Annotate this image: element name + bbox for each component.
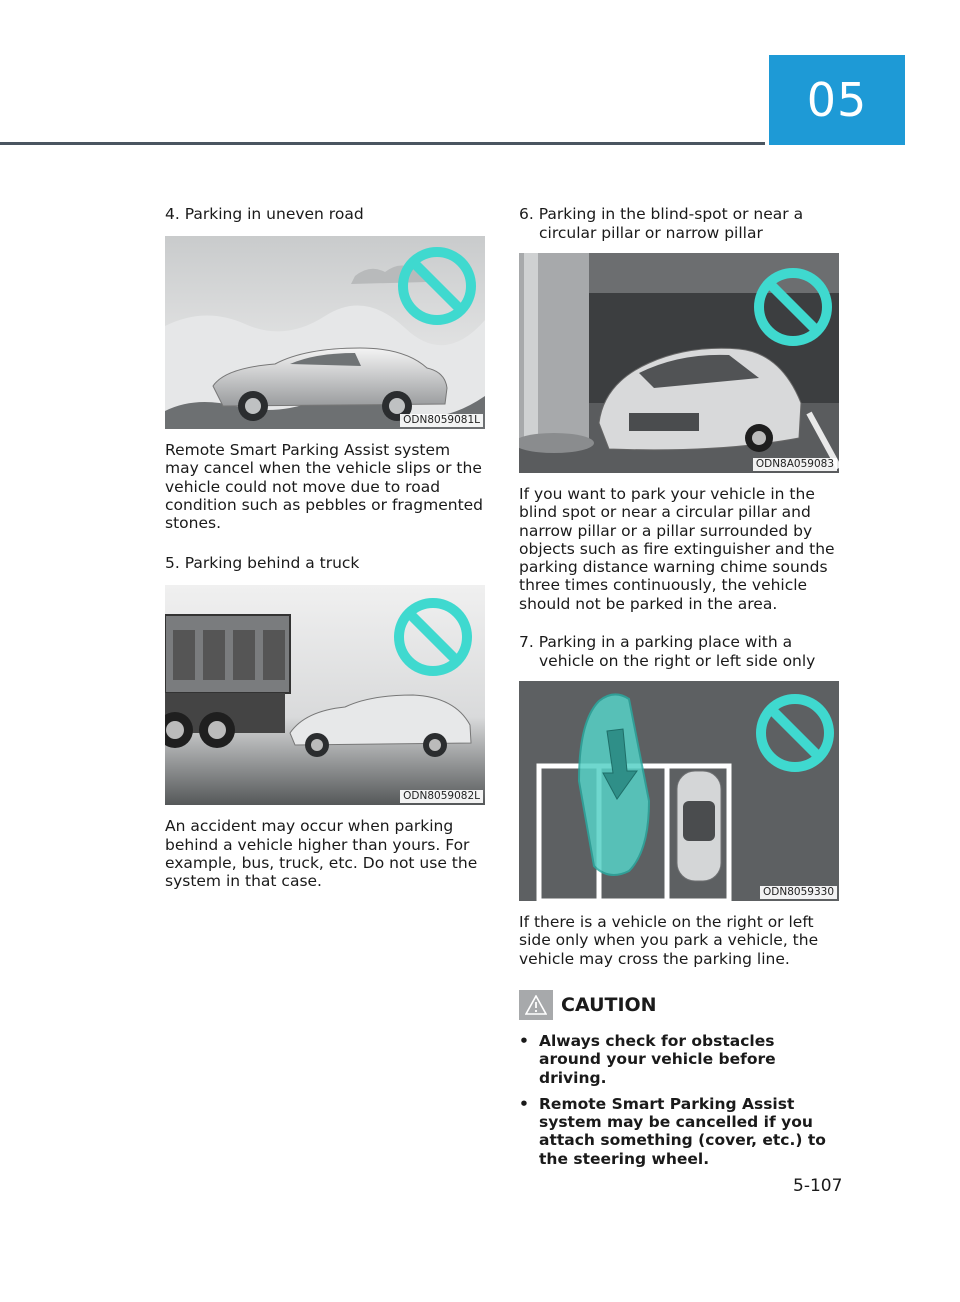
list-item: • Always check for obstacles around your vehicle before driving. xyxy=(519,1031,776,1087)
item7-heading: 7. Parking in a parking place with a vehicle on the right or left side only xyxy=(519,633,816,671)
figure-pillar xyxy=(519,253,839,473)
item5-heading: 5. Parking behind a truck xyxy=(165,554,360,573)
figure-code: ODN8059330 xyxy=(760,886,837,899)
item6-text: If you want to park your vehicle in the blind spot or near a circular pillar and narrow pillar or a pillar surrounded by objects such as fire extinguisher and the parking distance warning chime sounds three times continuously, the vehicle should not be parked in the area. xyxy=(519,485,835,613)
item6-heading: 6. Parking in the blind-spot or near a circular pillar or narrow pillar xyxy=(519,205,804,242)
item5-text: An accident may occur when parking behind a vehicle higher than yours. For example, bus, truck, etc. Do not use the system in that case. xyxy=(165,817,478,891)
figure-parking-place xyxy=(519,681,839,901)
caution-list xyxy=(519,1032,841,1168)
item4-text: Remote Smart Parking Assist system may cancel when the vehicle slips or the vehicle could not move due to road condition such as pebbles or fragmented stones. xyxy=(165,441,484,533)
figure-uneven-road xyxy=(165,236,485,429)
item7-text: If there is a vehicle on the right or left side only when you park a vehicle, the vehicle may cross the parking line. xyxy=(519,913,819,968)
figure-code: ODN8A059083 xyxy=(753,458,837,471)
chapter-tab: 05 xyxy=(769,55,905,145)
caution-title: CAUTION xyxy=(561,993,657,1016)
figure-truck xyxy=(165,585,485,805)
list-item: • Remote Smart Parking Assist system may be cancelled if you attach something (cover, etc.) to the steering wheel. xyxy=(519,1094,826,1168)
caution-heading xyxy=(519,990,841,1020)
header-rule xyxy=(0,142,765,145)
figure-code: ODN8059082L xyxy=(400,790,483,803)
right-column xyxy=(519,205,841,1176)
warning-triangle-icon xyxy=(519,990,553,1020)
page-number: 5-107 xyxy=(793,1176,843,1196)
left-column xyxy=(165,205,487,891)
figure-code: ODN8059081L xyxy=(400,414,483,427)
item4-heading: 4. Parking in uneven road xyxy=(165,205,364,223)
